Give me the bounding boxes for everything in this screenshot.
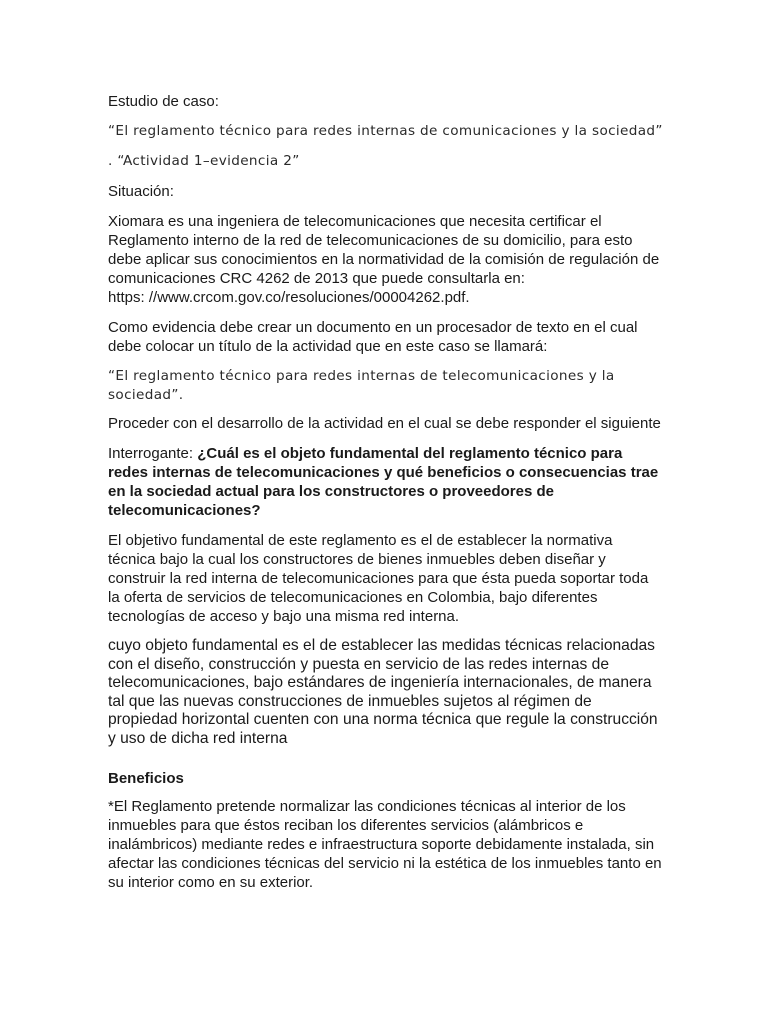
- proceed-paragraph: Proceder con el desarrollo de la actividad en el cual se debe responder el siguiente: [108, 415, 661, 432]
- benefits-paragraph-1: *El Reglamento pretende normalizar las condiciones técnicas al interior de los inmuebles para que éstos reciban los diferentes servicios (alámbricos e inalámbricos) mediante redes e infraestructura soporte debidamente instalada, sin afectar las condiciones técnicas del servicio ni la estética de los inmuebles tanto en su interior como en su exterior.: [108, 797, 662, 891]
- benefits-heading: Beneficios: [108, 769, 184, 787]
- document-page: [108, 92, 663, 903]
- case-title: “El reglamento técnico para redes internas de comunicaciones y la sociedad”: [108, 123, 663, 139]
- situation-text: Xiomara es una ingeniera de telecomunicaciones que necesita certificar el Reglamento interno de la red de telecomunicaciones de su domicilio, para esto debe aplicar sus conocimientos en la normatividad de la comisión de regulación de comunicaciones CRC 4262 de 2013 que puede consultarla en:: [108, 213, 660, 287]
- answer-paragraph-1: El objetivo fundamental de este reglamento es el de establecer la normativa técnica bajo la cual los constructores de bienes inmuebles deben diseñar y construir la red interna de telecomunicaciones para que ésta pueda soportar toda la oferta de servicios de telecomunicaciones en Colombia, bajo diferentes tecnologías de acceso y bajo una misma red interna.: [108, 532, 649, 625]
- question-paragraph: [108, 444, 663, 520]
- spacer: [108, 749, 663, 769]
- question-label: Interrogante:: [108, 445, 198, 462]
- question-text: ¿Cuál es el objeto fundamental del reglamento técnico para redes internas de telecomunicaciones y qué beneficios o consecuencias trae en la sociedad actual para los constructores o proveedores de telecomunicaciones?: [108, 445, 659, 519]
- situation-paragraph: [108, 212, 663, 307]
- answer-paragraph-2: cuyo objeto fundamental es el de establecer las medidas técnicas relacionadas con el diseño, construcción y puesta en servicio de las redes internas de telecomunicaciones, bajo estándares de ingeniería internacionales, de manera tal que las nuevas construcciones de inmuebles sujetos al régimen de propiedad horizontal cuenten con una norma técnica que regule la construcción y uso de dicha red interna: [108, 637, 658, 747]
- case-label: Estudio de caso:: [108, 93, 219, 110]
- activity-line: . “Actividad 1–evidencia 2”: [108, 153, 300, 169]
- activity-title: “El reglamento técnico para redes internas de telecomunicaciones y la sociedad”.: [108, 368, 615, 403]
- evidence-paragraph: Como evidencia debe crear un documento en un procesador de texto en el cual debe colocar un título de la actividad que en este caso se llamará:: [108, 319, 638, 355]
- situation-url: https: //www.crcom.gov.co/resoluciones/00004262.pdf.: [108, 289, 470, 306]
- situation-label: Situación:: [108, 183, 174, 200]
